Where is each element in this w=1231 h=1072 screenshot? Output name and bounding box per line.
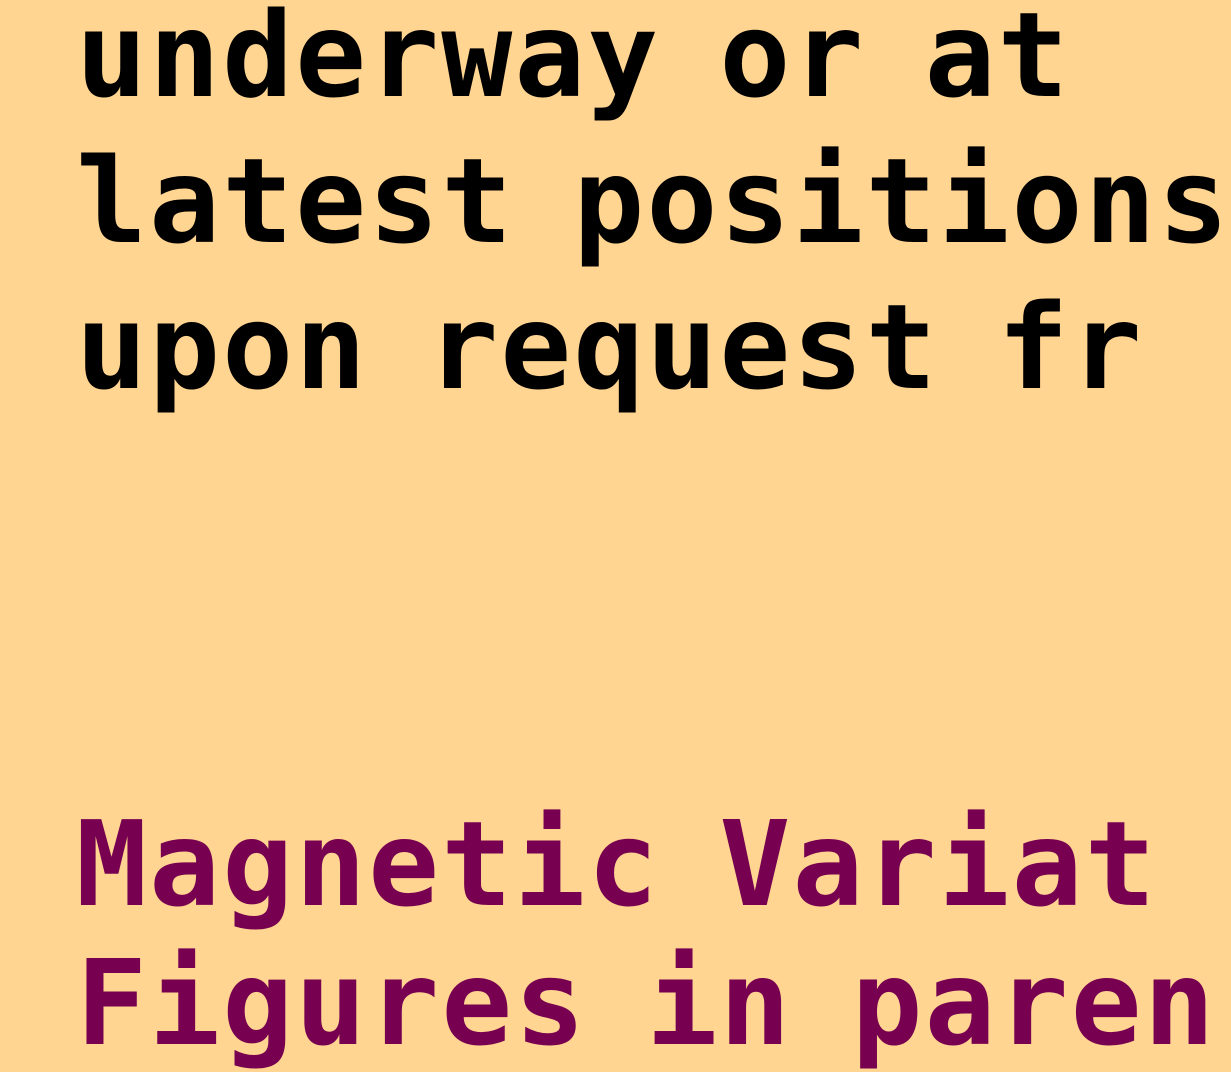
body-text-line-1: underway or at: [76, 0, 1071, 124]
body-text-line-3: upon request fr: [76, 278, 1144, 416]
section-heading-line-2: Figures in paren: [76, 934, 1217, 1072]
section-heading-line-1: Magnetic Variat: [76, 795, 1158, 933]
body-text-line-2: latest positions: [76, 132, 1231, 270]
